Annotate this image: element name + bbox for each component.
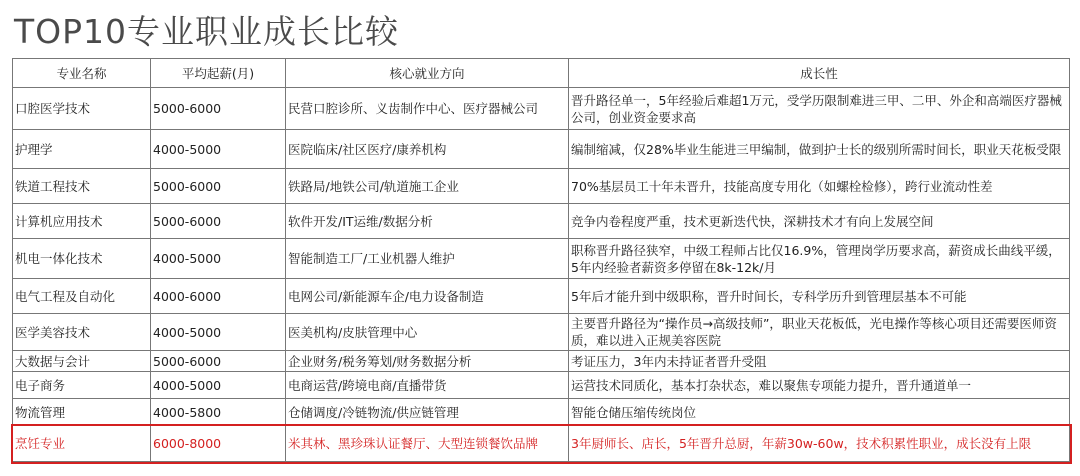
header-direction: 核心就业方向 xyxy=(286,59,569,88)
cell-salary: 6000-8000 xyxy=(151,426,286,462)
cell-major: 烹饪专业 xyxy=(13,426,151,462)
cell-major: 电气工程及自动化 xyxy=(13,279,151,314)
cell-growth: 智能仓储压缩传统岗位 xyxy=(569,399,1070,426)
cell-major: 口腔医学技术 xyxy=(13,88,151,130)
cell-major: 物流管理 xyxy=(13,399,151,426)
table-row xyxy=(13,399,1070,426)
cell-direction: 电网公司/新能源车企/电力设备制造 xyxy=(286,279,569,314)
cell-direction: 铁路局/地铁公司/轨道施工企业 xyxy=(286,169,569,204)
table-row xyxy=(13,314,1070,351)
cell-major: 计算机应用技术 xyxy=(13,204,151,239)
table-row xyxy=(13,372,1070,399)
table-row xyxy=(13,88,1070,130)
cell-salary: 5000-6000 xyxy=(151,351,286,372)
page-title: TOP10专业职业成长比较 xyxy=(14,12,400,51)
comparison-table xyxy=(12,58,1070,462)
cell-growth: 竞争内卷程度严重，技术更新迭代快，深耕技术才有向上发展空间 xyxy=(569,204,1070,239)
cell-direction: 软件开发/IT运维/数据分析 xyxy=(286,204,569,239)
cell-growth: 主要晋升路径为“操作员→高级技师”，职业天花板低，光电操作等核心项目还需要医师资质，难以进入正规美容医院 xyxy=(569,314,1070,351)
table-row xyxy=(13,426,1070,462)
cell-salary: 4000-6000 xyxy=(151,279,286,314)
table-row xyxy=(13,351,1070,372)
header-major: 专业名称 xyxy=(13,59,151,88)
cell-salary: 4000-5800 xyxy=(151,399,286,426)
cell-growth: 3年厨师长、店长，5年晋升总厨，年薪30w-60w，技术积累性职业，成长没有上限 xyxy=(569,426,1070,462)
cell-major: 机电一体化技术 xyxy=(13,239,151,279)
cell-salary: 4000-5000 xyxy=(151,239,286,279)
header-growth: 成长性 xyxy=(569,59,1070,88)
cell-major: 大数据与会计 xyxy=(13,351,151,372)
cell-direction: 医院临床/社区医疗/康养机构 xyxy=(286,130,569,169)
table-row xyxy=(13,130,1070,169)
cell-growth: 职称晋升路径狭窄，中级工程师占比仅16.9%，管理岗学历要求高，薪资成长曲线平缓，5年内经验者薪资多停留在8k-12k/月 xyxy=(569,239,1070,279)
table-row xyxy=(13,279,1070,314)
table-row xyxy=(13,169,1070,204)
table-row xyxy=(13,239,1070,279)
cell-direction: 智能制造工厂/工业机器人维护 xyxy=(286,239,569,279)
cell-growth: 5年后才能升到中级职称，晋升时间长，专科学历升到管理层基本不可能 xyxy=(569,279,1070,314)
cell-salary: 5000-6000 xyxy=(151,88,286,130)
cell-growth: 运营技术同质化，基本打杂状态，难以聚焦专项能力提升，晋升通道单一 xyxy=(569,372,1070,399)
cell-salary: 4000-5000 xyxy=(151,130,286,169)
cell-salary: 4000-5000 xyxy=(151,314,286,351)
header-salary: 平均起薪(月) xyxy=(151,59,286,88)
cell-direction: 仓储调度/冷链物流/供应链管理 xyxy=(286,399,569,426)
cell-direction: 民营口腔诊所、义齿制作中心、医疗器械公司 xyxy=(286,88,569,130)
cell-major: 电子商务 xyxy=(13,372,151,399)
cell-direction: 电商运营/跨境电商/直播带货 xyxy=(286,372,569,399)
cell-major: 护理学 xyxy=(13,130,151,169)
cell-salary: 5000-6000 xyxy=(151,169,286,204)
cell-growth: 编制缩减，仅28%毕业生能进三甲编制，做到护士长的级别所需时间长，职业天花板受限 xyxy=(569,130,1070,169)
cell-salary: 5000-6000 xyxy=(151,204,286,239)
cell-direction: 米其林、黑珍珠认证餐厅、大型连锁餐饮品牌 xyxy=(286,426,569,462)
cell-growth: 70%基层员工十年未晋升，技能高度专用化（如螺栓检修），跨行业流动性差 xyxy=(569,169,1070,204)
table-row xyxy=(13,204,1070,239)
cell-direction: 医美机构/皮肤管理中心 xyxy=(286,314,569,351)
cell-growth: 考证压力，3年内未持证者晋升受阻 xyxy=(569,351,1070,372)
cell-salary: 4000-5000 xyxy=(151,372,286,399)
table-header-row xyxy=(13,59,1070,88)
cell-growth: 晋升路径单一，5年经验后难超1万元，受学历限制难进三甲、二甲、外企和高端医疗器械公司，创业资金要求高 xyxy=(569,88,1070,130)
cell-major: 医学美容技术 xyxy=(13,314,151,351)
cell-major: 铁道工程技术 xyxy=(13,169,151,204)
cell-direction: 企业财务/税务筹划/财务数据分析 xyxy=(286,351,569,372)
